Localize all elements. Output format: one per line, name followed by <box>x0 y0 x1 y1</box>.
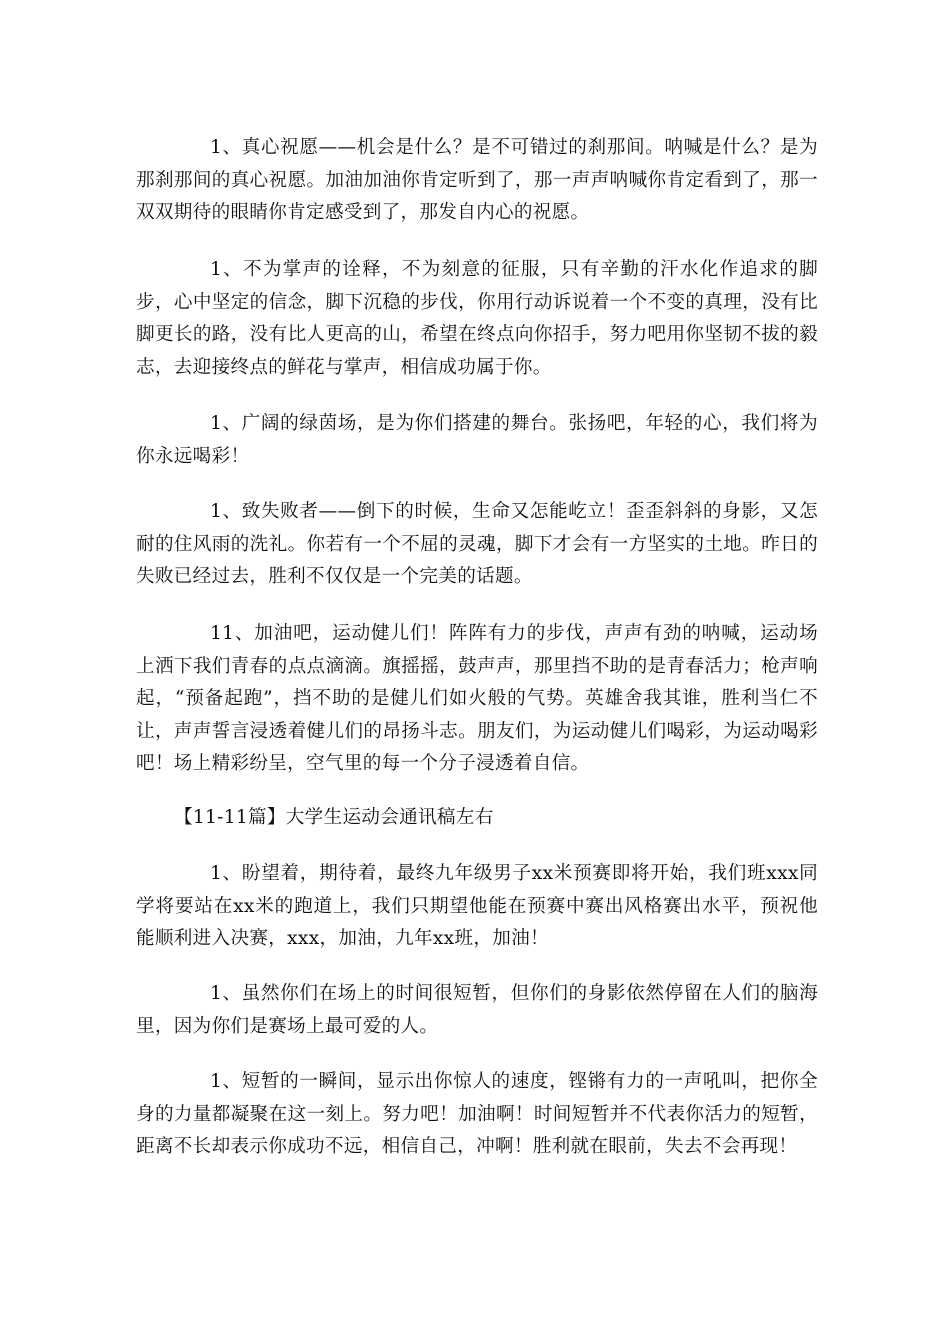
section-heading: 【11-11篇】大学生运动会通讯稿左右 <box>174 807 494 828</box>
paragraph-to-the-defeated: 1、致失败者——倒下的时候，生命又怎能屹立！歪歪斜斜的身影，又怎耐的住风雨的洗礼。你若有一个不屈的灵魂，脚下才会有一方坚实的土地。昨日的失败已经过去，胜利不仅仅是一个完美的话题。 <box>136 501 818 587</box>
paragraph-looking-forward: 1、盼望着，期待着，最终九年级男子xx米预赛即将开始，我们班xxx同学将要站在xx米的跑道上，我们只期望他能在预赛中赛出风格赛出水平，预祝他能顺利进入决赛，xxx，加油，九年xx班，加油！ <box>136 863 818 949</box>
paragraph-go-athletes: 11、加油吧，运动健儿们！阵阵有力的步伐，声声有劲的呐喊，运动场上洒下我们青春的点点滴滴。旗摇摇，鼓声声，那里挡不助的是青春活力；枪声响起，“预备起跑”，挡不助的是健儿们如火般的气势。英雄舍我其谁，胜利当仁不让，声声誓言浸透着健儿们的昂扬斗志。朋友们，为运动健儿们喝彩，为运动喝彩吧！场上精彩纷呈，空气里的每一个分子浸透着自信。 <box>136 623 818 774</box>
paragraph-sincere-wishes: 1、真心祝愿——机会是什么？是不可错过的刹那间。呐喊是什么？是为那刹那间的真心祝愿。加油加油你肯定听到了，那一声声呐喊你肯定看到了，那一双双期待的眼睛你肯定感受到了，那发自内心的祝愿。 <box>136 137 818 223</box>
paragraph-brief-moment: 1、短暂的一瞬间，显示出你惊人的速度，铿锵有力的一声吼叫，把你全身的力量都凝聚在这一刻上。努力吧！加油啊！时间短暂并不代表你活力的短暂，距离不长却表示你成功不远，相信自己，冲啊！胜利就在眼前，失去不会再现！ <box>136 1071 818 1157</box>
paragraph-short-time-on-field: 1、虽然你们在场上的时间很短暂，但你们的身影依然停留在人们的脑海里，因为你们是赛场上最可爱的人。 <box>136 983 818 1037</box>
paragraph-not-for-applause: 1、不为掌声的诠释，不为刻意的征服，只有辛勤的汗水化作追求的脚步，心中坚定的信念，脚下沉稳的步伐，你用行动诉说着一个不变的真理，没有比脚更长的路，没有比人更高的山，希望在终点向你招手，努力吧用你坚韧不拔的毅志，去迎接终点的鲜花与掌声，相信成功属于你。 <box>136 259 818 378</box>
paragraph-green-field: 1、广阔的绿茵场，是为你们搭建的舞台。张扬吧，年轻的心，我们将为你永远喝彩！ <box>136 413 818 467</box>
